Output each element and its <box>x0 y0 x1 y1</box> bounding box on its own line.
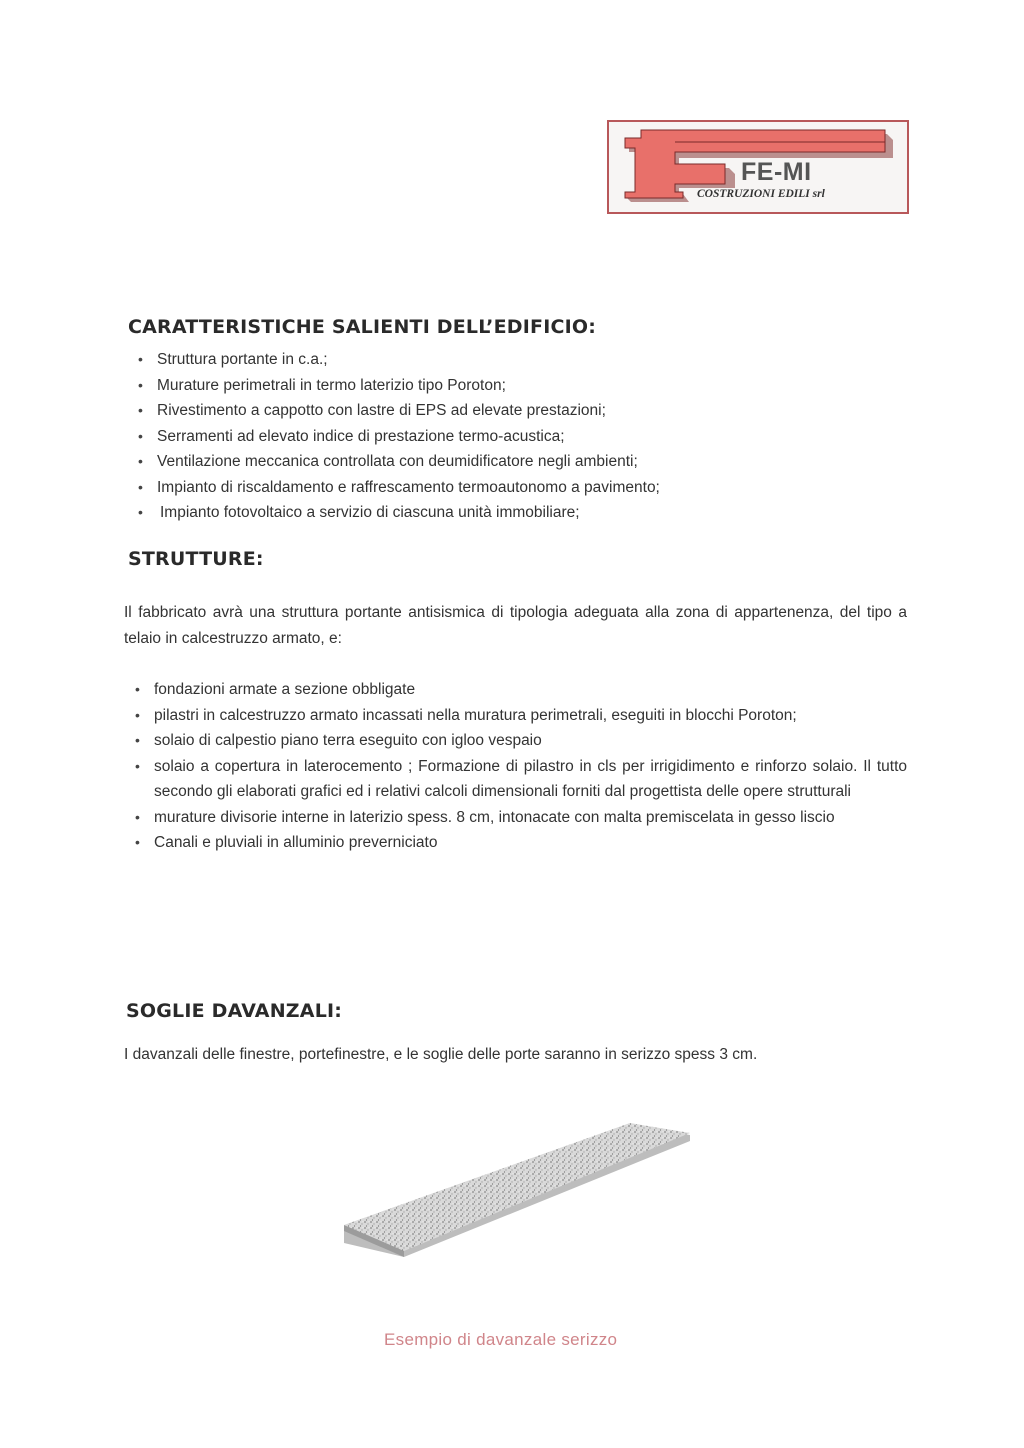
section-title-structures: STRUTTURE: <box>128 548 264 570</box>
list-item: • murature divisorie interne in laterizio spess. 8 cm, intonacate con malta premiscelata in gesso liscio <box>154 805 907 831</box>
company-logo <box>607 120 909 214</box>
list-item: • Impianto di riscaldamento e raffrescamento termoautonomo a pavimento; <box>157 475 857 501</box>
logo-name: FE-MI <box>741 158 812 186</box>
list-item: • pilastri in calcestruzzo armato incassati nella muratura perimetrali, eseguiti in blocchi Poroton; <box>154 703 907 729</box>
features-list <box>157 347 857 526</box>
list-item: • Struttura portante in c.a.; <box>157 347 857 373</box>
list-item: • Canali e pluviali in alluminio preverniciato <box>154 830 907 856</box>
structures-intro: Il fabbricato avrà una struttura portante antisismica di tipologia adeguata alla zona di appartenenza, del tipo a telaio in calcestruzzo armato, e: <box>124 604 907 647</box>
list-item: • Serramenti ad elevato indice di prestazione termo-acustica; <box>157 424 857 450</box>
list-item: • fondazioni armate a sezione obbligate <box>154 677 907 703</box>
list-item: • Rivestimento a cappotto con lastre di EPS ad elevate prestazioni; <box>157 398 857 424</box>
list-item: • solaio a copertura in laterocemento ; Formazione di pilastro in cls per irrigidimento e rinforzo solaio. Il tutto secondo gli elaborati grafici ed i relativi calcoli dimensionali forniti dal progettista delle opere strutturali <box>154 754 907 805</box>
section-title-features: CARATTERISTICHE SALIENTI DELL’EDIFICIO: <box>128 316 597 338</box>
image-caption: Esempio di davanzale serizzo <box>384 1330 618 1349</box>
section-title-sills: SOGLIE DAVANZALI: <box>126 1000 343 1022</box>
sill-image <box>340 1095 700 1300</box>
sills-text: I davanzali delle finestre, portefinestre, e le soglie delle porte saranno in serizzo spess 3 cm. <box>124 1046 758 1063</box>
list-item: • solaio di calpestio piano terra eseguito con igloo vespaio <box>154 728 907 754</box>
list-item: • Murature perimetrali in termo laterizio tipo Poroton; <box>157 373 857 399</box>
logo-subtitle: COSTRUZIONI EDILI srl <box>697 188 825 200</box>
list-item: • Impianto fotovoltaico a servizio di ciascuna unità immobiliare; <box>157 500 857 526</box>
structures-list <box>154 677 907 856</box>
list-item: • Ventilazione meccanica controllata con deumidificatore negli ambienti; <box>157 449 857 475</box>
